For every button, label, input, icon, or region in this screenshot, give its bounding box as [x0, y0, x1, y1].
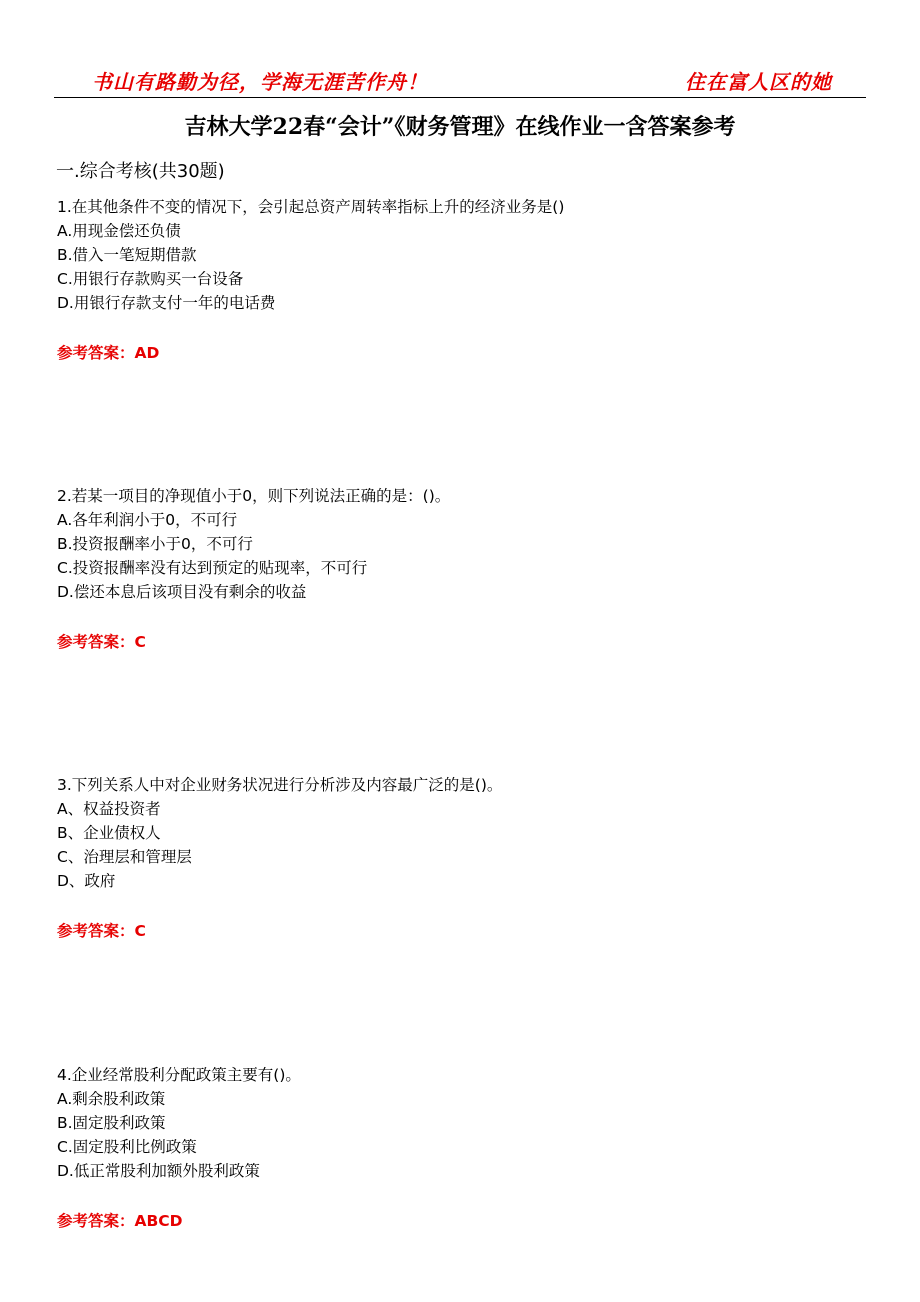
option-a: A.用现金偿还负债 — [57, 222, 181, 240]
option-b: B.固定股利政策 — [57, 1114, 166, 1132]
question-stem: 1.在其他条件不变的情况下，会引起总资产周转率指标上升的经济业务是() — [57, 198, 565, 216]
answer-reference: 参考答案：C — [57, 633, 146, 651]
question-4 — [57, 1063, 857, 1233]
option-a: A、权益投资者 — [57, 800, 161, 818]
header-motto-left: 书山有路勤为径，学海无涯苦作舟！ — [92, 70, 428, 94]
option-c: C.固定股利比例政策 — [57, 1138, 197, 1156]
option-d: D.用银行存款支付一年的电话费 — [57, 294, 276, 312]
header-motto-right: 住在富人区的她 — [685, 70, 832, 94]
question-stem: 3.下列关系人中对企业财务状况进行分析涉及内容最广泛的是()。 — [57, 776, 503, 794]
option-a: A.剩余股利政策 — [57, 1090, 166, 1108]
answer-reference: 参考答案：ABCD — [57, 1212, 183, 1230]
option-c: C.用银行存款购买一台设备 — [57, 270, 244, 288]
option-d: D、政府 — [57, 872, 116, 890]
option-b: B.借入一笔短期借款 — [57, 246, 197, 264]
answer-reference: 参考答案：C — [57, 922, 146, 940]
answer-reference: 参考答案：AD — [57, 344, 160, 362]
question-1 — [57, 195, 857, 365]
question-stem: 4.企业经常股利分配政策主要有()。 — [57, 1066, 301, 1084]
question-3 — [57, 773, 857, 943]
option-d: D.偿还本息后该项目没有剩余的收益 — [57, 583, 307, 601]
question-stem: 2.若某一项目的净现值小于0，则下列说法正确的是：()。 — [57, 487, 451, 505]
option-d: D.低正常股利加额外股利政策 — [57, 1162, 260, 1180]
section-heading: 一.综合考核(共30题) — [56, 161, 225, 182]
option-a: A.各年利润小于0，不可行 — [57, 511, 238, 529]
header-divider — [54, 97, 866, 98]
question-2 — [57, 484, 857, 654]
option-b: B.投资报酬率小于0，不可行 — [57, 535, 253, 553]
option-b: B、企业债权人 — [57, 824, 161, 842]
document-title: 吉林大学22春“会计”《财务管理》在线作业一含答案参考 — [184, 114, 736, 140]
option-c: C.投资报酬率没有达到预定的贴现率，不可行 — [57, 559, 368, 577]
option-c: C、治理层和管理层 — [57, 848, 192, 866]
